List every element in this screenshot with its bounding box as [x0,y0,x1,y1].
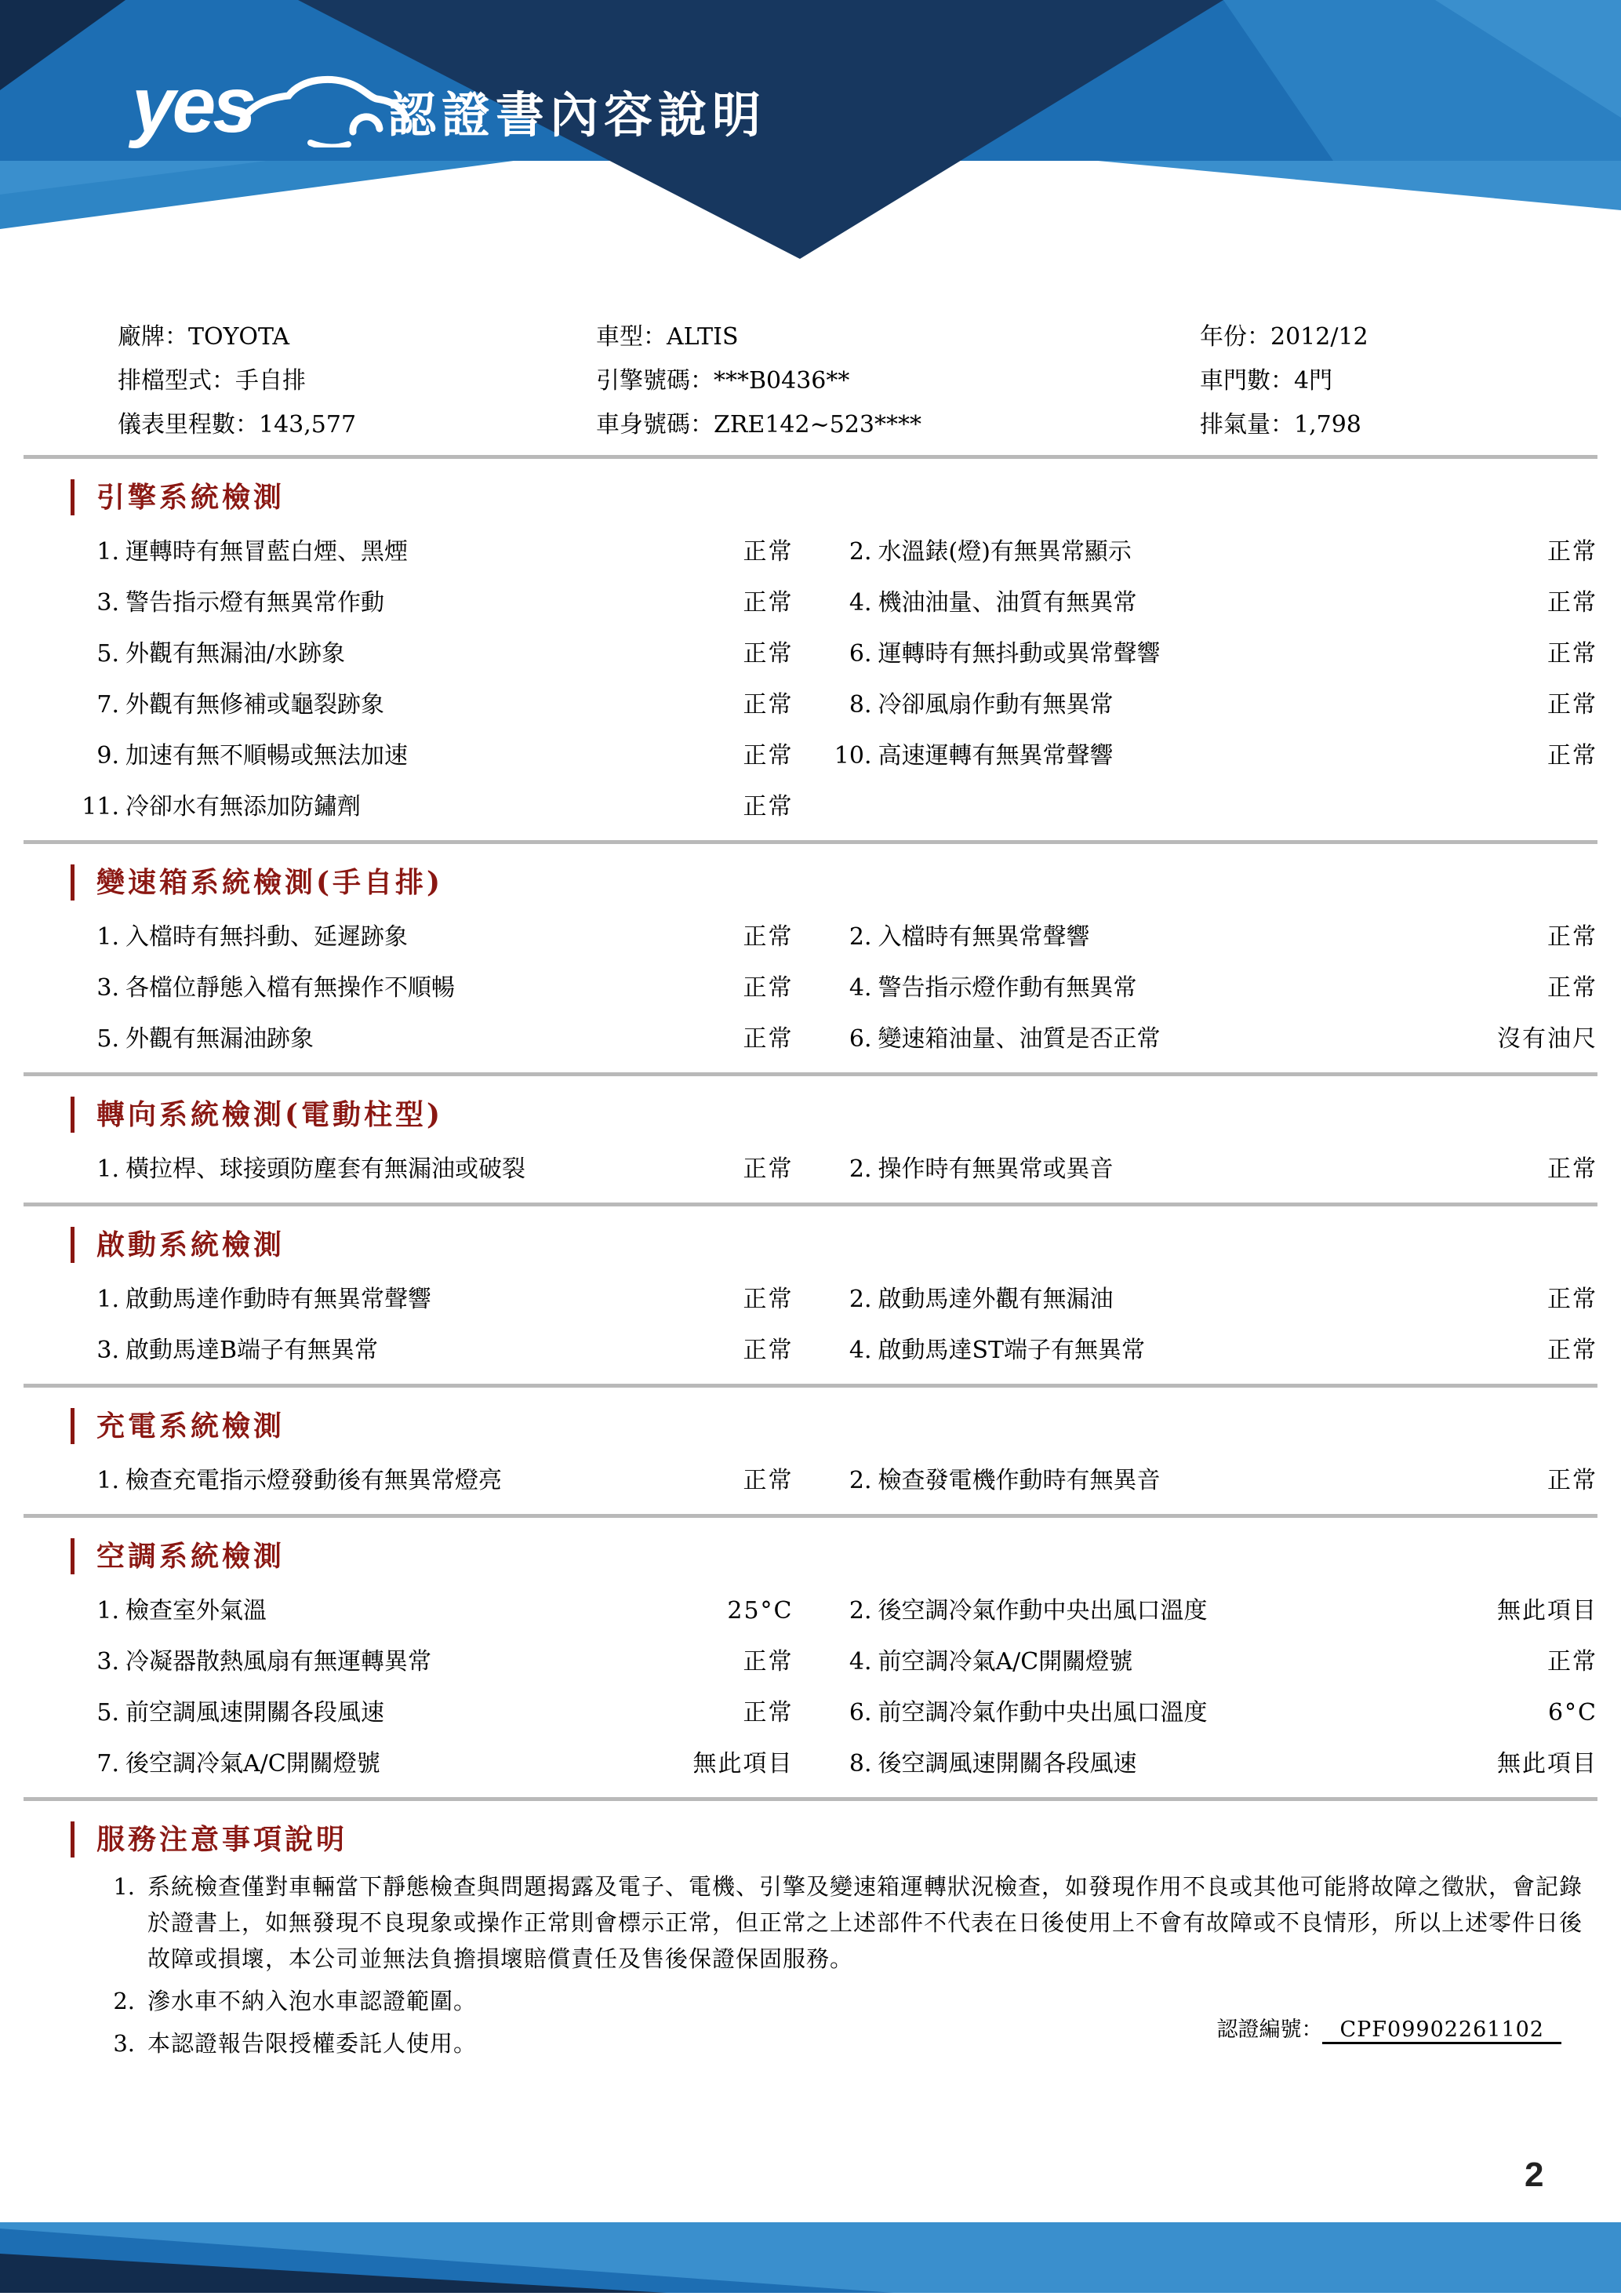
item-number: 1. [96,1597,119,1625]
note-text: 系統檢查僅對車輛當下靜態檢查與問題揭露及電子、電機、引擎及變速箱運轉狀況檢查，如發現作用不良或其他可能將故障之徵狀，會記錄於證書上，如無發現不良現象或操作正常則會標示正常，但正常之上述部件不代表在日後使用上不會有故障或不良情形，所以上述零件日後故障或損壞，本公司並無法負擔損壞賠償責任及售後保證保固服務。 [147,1873,1583,1972]
item-status: 正常 [1547,1155,1597,1183]
item-number: 4. [849,974,872,1002]
section-divider [24,1514,1597,1518]
footer-banner-graphic [0,2222,1621,2293]
item-status: 正常 [1547,1337,1597,1364]
item-text: 各檔位靜態入檔有無操作不順暢 [125,974,455,1002]
vehicle-info-value: ***B0436** [714,367,850,395]
item-text: 啟動馬達ST端子有無異常 [878,1337,1146,1364]
section-divider [24,840,1597,844]
item-status: 正常 [743,1155,794,1183]
vehicle-info-cell [118,315,596,359]
item-status: 正常 [1547,1648,1597,1676]
item-text: 運轉時有無抖動或異常聲響 [878,640,1161,668]
vehicle-info-cell [1200,403,1597,447]
item-number: 2. [849,538,872,566]
section-rows [24,526,1597,832]
item-number: 2. [849,1155,872,1183]
item-number: 2. [849,1286,872,1313]
section-title: 引擎系統檢測 [71,479,1597,515]
vehicle-info-cell [596,403,1200,447]
item-number: 5. [96,1025,119,1053]
page-number: 2 [1525,2156,1544,2194]
inspection-item [24,1274,794,1325]
inspection-item [24,628,794,679]
vehicle-info-value: 4門 [1294,367,1333,395]
note-text: 滲水車不納入泡水車認證範圍。 [147,1988,478,2014]
item-status: 正常 [743,640,794,668]
item-text: 外觀有無漏油跡象 [125,1025,314,1053]
vehicle-info-label: 排檔型式： [118,367,235,395]
item-number: 2. [849,923,872,951]
item-status: 正常 [1547,538,1597,566]
item-text: 啟動馬達外觀有無漏油 [878,1286,1114,1313]
item-number: 2. [849,1467,872,1494]
item-text: 前空調冷氣作動中央出風口溫度 [878,1699,1208,1727]
inspection-section [24,1227,1597,1388]
item-number: 1. [96,1286,119,1313]
vehicle-info-value: 1,798 [1294,411,1361,438]
footer-banner [0,2222,1621,2293]
section-rows [24,1144,1597,1195]
item-text: 橫拉桿、球接頭防塵套有無漏油或破裂 [125,1155,525,1183]
item-status: 正常 [743,589,794,617]
vehicle-info-value: ZRE142~523**** [714,411,921,438]
inspection-item [24,679,794,730]
item-number: 4. [849,1337,872,1364]
item-status: 正常 [1547,589,1597,617]
notes-title: 服務注意事項說明 [71,1821,1597,1858]
inspection-item [24,911,794,962]
item-number: 2. [849,1597,872,1625]
section-title: 啟動系統檢測 [71,1227,1597,1263]
item-number: 3. [96,589,119,617]
item-text: 檢查發電機作動時有無異音 [878,1467,1161,1494]
item-number: 1. [96,538,119,566]
section-divider [24,455,1597,459]
item-number: 9. [96,742,119,770]
item-text: 啟動馬達B端子有無異常 [125,1337,379,1364]
certificate-number [1216,2014,1561,2046]
item-text: 入檔時有無抖動、延遲跡象 [125,923,408,951]
inspection-section [24,1538,1597,1801]
item-text: 檢查充電指示燈發動後有無異常燈亮 [125,1467,502,1494]
inspection-item [24,962,794,1013]
item-number: 6. [849,1025,872,1053]
item-status: 正常 [743,1648,794,1676]
note-number: 1. [113,1873,135,1900]
content [0,315,1621,2061]
inspection-section [24,864,1597,1076]
inspection-item [828,730,1598,781]
note-number: 2. [113,1988,135,2014]
item-text: 冷卻風扇作動有無異常 [878,691,1114,719]
inspection-item [828,962,1598,1013]
section-rows [24,911,1597,1064]
item-status: 正常 [743,923,794,951]
vehicle-info-value: ALTIS [667,323,739,351]
item-status: 正常 [1547,742,1597,770]
page-title: 認證書內容說明 [387,89,767,143]
vehicle-info-value: 手自排 [235,367,306,395]
inspection-item [24,781,794,832]
section-title: 轉向系統檢測(電動柱型) [71,1097,1597,1133]
item-status: 正常 [743,974,794,1002]
certificate-number-label: 認證編號： [1216,2018,1323,2042]
item-status: 25°C [727,1597,794,1625]
vehicle-info-label: 車身號碼： [596,411,714,438]
inspection-item [24,730,794,781]
item-text: 高速運轉有無異常聲響 [878,742,1114,770]
item-text: 外觀有無漏油/水跡象 [125,640,346,668]
section-divider [24,1072,1597,1076]
item-number: 1. [96,923,119,951]
item-status: 正常 [1547,974,1597,1002]
item-text: 前空調冷氣A/C開關燈號 [878,1648,1133,1676]
inspection-item [828,1274,1598,1325]
inspection-item [828,526,1598,577]
item-status: 正常 [743,538,794,566]
inspection-item [24,1013,794,1064]
certificate-number-value: CPF09902261102 [1322,2018,1561,2044]
item-number: 10. [834,742,872,770]
item-text: 水溫錶(燈)有無異常顯示 [878,538,1132,566]
vehicle-info-row [24,315,1597,359]
section-divider [24,1384,1597,1388]
item-number: 1. [96,1467,119,1494]
section-rows [24,1585,1597,1789]
item-number: 11. [82,793,119,821]
item-status: 正常 [743,1025,794,1053]
yes-logo: yes [132,61,253,149]
item-status: 正常 [1547,1286,1597,1313]
item-text: 外觀有無修補或龜裂跡象 [125,691,384,719]
item-text: 冷卻水有無添加防鏽劑 [125,793,361,821]
vehicle-info-cell [1200,315,1597,359]
section-divider [24,1203,1597,1206]
item-number: 3. [96,1337,119,1364]
note-number: 3. [113,2030,135,2057]
item-number: 1. [96,1155,119,1183]
item-status: 無此項目 [1497,1597,1597,1625]
inspection-item [24,1585,794,1636]
inspection-item [828,577,1598,628]
inspection-item [24,1636,794,1687]
item-status: 正常 [743,793,794,821]
inspection-item [828,1144,1598,1195]
vehicle-info-row [24,359,1597,403]
vehicle-info-cell [596,359,1200,403]
section-title: 變速箱系統檢測(手自排) [71,864,1597,901]
item-text: 警告指示燈作動有無異常 [878,974,1137,1002]
item-text: 變速箱油量、油質是否正常 [878,1025,1161,1053]
inspection-item [24,1325,794,1376]
section-title: 充電系統檢測 [71,1408,1597,1444]
section-rows [24,1455,1597,1506]
vehicle-info-row [24,403,1597,447]
inspection-item [24,1738,794,1789]
inspection-item [828,1636,1598,1687]
item-number: 6. [849,1699,872,1727]
item-number: 3. [96,974,119,1002]
item-text: 操作時有無異常或異音 [878,1155,1114,1183]
vehicle-info-value: 143,577 [259,411,357,438]
section-title: 空調系統檢測 [71,1538,1597,1574]
vehicle-info-cell [596,315,1200,359]
item-text: 前空調風速開關各段風速 [125,1699,384,1727]
inspection-item [828,1325,1598,1376]
inspection-item [24,1144,794,1195]
item-status: 沒有油尺 [1497,1025,1597,1053]
inspection-item [828,1738,1598,1789]
item-status: 正常 [1547,1467,1597,1494]
note-item [24,1868,1597,1977]
section-rows [24,1274,1597,1376]
item-status: 正常 [1547,691,1597,719]
item-number: 8. [849,1750,872,1777]
item-status: 正常 [1547,923,1597,951]
inspection-item [828,911,1598,962]
item-number: 5. [96,640,119,668]
item-number: 7. [96,1750,119,1777]
inspection-item [828,1013,1598,1064]
inspection-item [828,1687,1598,1738]
vehicle-info-label: 車門數： [1200,367,1294,395]
inspection-item [24,526,794,577]
vehicle-info [24,315,1597,447]
vehicle-info-label: 廠牌： [118,323,188,351]
item-number: 5. [96,1699,119,1727]
item-number: 6. [849,640,872,668]
item-number: 8. [849,691,872,719]
section-divider [24,1797,1597,1801]
item-text: 後空調風速開關各段風速 [878,1750,1137,1777]
item-status: 無此項目 [692,1750,794,1777]
item-number: 7. [96,691,119,719]
vehicle-info-label: 車型： [596,323,667,351]
inspection-section [24,479,1597,844]
vehicle-info-cell [118,403,596,447]
item-text: 檢查室外氣溫 [125,1597,267,1625]
vehicle-info-label: 排氣量： [1200,411,1294,438]
inspection-item [24,1687,794,1738]
item-text: 入檔時有無異常聲響 [878,923,1090,951]
item-status: 正常 [1547,640,1597,668]
header-banner [0,0,1621,259]
inspection-item [828,679,1598,730]
vehicle-info-cell [1200,359,1597,403]
inspection-section [24,1408,1597,1518]
item-status: 正常 [743,1286,794,1313]
item-status: 正常 [743,742,794,770]
inspection-item [828,1585,1598,1636]
sections [24,479,1597,1801]
item-text: 運轉時有無冒藍白煙、黑煙 [125,538,408,566]
item-number: 4. [849,589,872,617]
vehicle-info-value: 2012/12 [1270,323,1368,351]
inspection-item [24,577,794,628]
item-status: 正常 [743,1467,794,1494]
item-status: 正常 [743,1337,794,1364]
inspection-item [828,628,1598,679]
item-text: 加速有無不順暢或無法加速 [125,742,408,770]
vehicle-info-label: 年份： [1200,323,1270,351]
item-text: 啟動馬達作動時有無異常聲響 [125,1286,431,1313]
item-text: 後空調冷氣A/C開關燈號 [125,1750,380,1777]
item-status: 正常 [743,691,794,719]
item-status: 正常 [743,1699,794,1727]
inspection-section [24,1097,1597,1206]
note-text: 本認證報告限授權委託人使用。 [147,2030,478,2057]
inspection-item [24,1455,794,1506]
vehicle-info-label: 儀表里程數： [118,411,259,438]
item-number: 4. [849,1648,872,1676]
item-text: 機油油量、油質有無異常 [878,589,1137,617]
item-status: 6°C [1547,1699,1597,1727]
item-text: 後空調冷氣作動中央出風口溫度 [878,1597,1208,1625]
vehicle-info-label: 引擎號碼： [596,367,714,395]
item-text: 警告指示燈有無異常作動 [125,589,384,617]
item-status: 無此項目 [1497,1750,1597,1777]
item-text: 冷凝器散熱風扇有無運轉異常 [125,1648,431,1676]
inspection-item [828,1455,1598,1506]
vehicle-info-cell [118,359,596,403]
vehicle-info-value: TOYOTA [188,323,290,351]
item-number: 3. [96,1648,119,1676]
